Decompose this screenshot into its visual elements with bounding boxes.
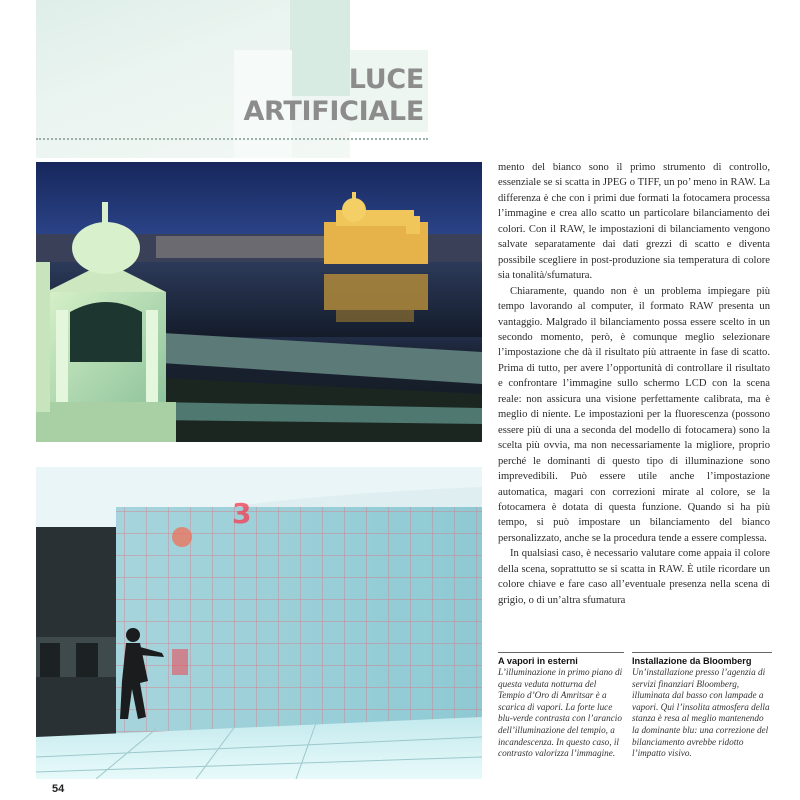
wall-number: 3: [232, 497, 252, 530]
page-number: 54: [52, 783, 65, 795]
caption-bloomberg: [632, 655, 772, 760]
chapter-title: [236, 64, 424, 128]
bloomberg-installation-photo: [36, 467, 482, 779]
caption-text: L’illuminazione in primo piano di questa veduta notturna del Tempio d’Oro di Amritsar è a scarica di vapori. La forte luce blu-verde contrasta con l’arancio dell’illuminazione del tempio, a incandescenza. In questo caso, il contrasto valorizza l’immagine.: [498, 667, 623, 759]
golden-temple-photo: [36, 162, 482, 442]
caption-title: A vapori in esterni: [498, 656, 578, 666]
caption-golden-temple: [498, 655, 624, 760]
dotted-rule: [36, 138, 428, 140]
caption-rule: [632, 652, 772, 653]
caption-rule: [498, 652, 624, 653]
chapter-title-line1: LUCE: [348, 64, 424, 95]
body-paragraph: mento del bianco sono il primo strumento di controllo, essenziale se si scatta in JPEG o TIFF, un po’ meno in RAW. La differenza è che con i primi due formati la fotocamera processa l’immagine e crea allo scatto un particolare bilanciamento dei colori. Con il RAW, le impostazioni di bilanciamento vengono salvate separatamente dai dati grezzi di scatto e diventa possibile scegliere in post-produzione sia temperatura di colore sia tonalità/sfumatura.: [498, 162, 770, 282]
bloomberg-installation-illustration: [36, 467, 482, 779]
golden-temple-illustration: [36, 162, 482, 442]
caption-text: Un’installazione presso l’agenzia di servizi finanziari Bloomberg, illuminata dal basso con lampade a vapori. Qui l’insolita atmosfera della stanza è resa al meglio mantenendo la dominante blu: una correzione del bilanciamento avrebbe ridotto l’impatto visivo.: [632, 667, 770, 759]
body-text: [498, 160, 770, 608]
body-paragraph: Chiaramente, quando non è un problema impiegare più tempo lavorando al computer, il formato RAW presenta un vantaggio. Malgrado il bilanciamento possa essere scelto in un secondo momento, però, è comunque meglio selezionare l’impostazione che dà il risultato più attraente in fase di scatto. Prima di tutto, per avere l’opportunità di controllare il risultato e confrontare l’immagine sullo schermo LCD con la scena reale: non assicura una visione perfettamente calibrata, ma è meglio di niente. Le impostazioni per la fluorescenza (possono essere più di una a seconda del modello di fotocamera) sono la scelta più ovvia, ma non necessariamente la migliore, proprio perché le dominanti di questo tipo di illuminazione sono imprevedibili. Può essere utile anche l’impostazione automatica, magari con correzioni mirate al colore, se la fotocamera è dotata di questa funzione. Quando si ha più tempo, si può impostare un bilanciamento del bianco personalizzato, anche se la procedura tende a essere complessa.: [498, 285, 770, 544]
body-paragraph: In qualsiasi caso, è necessario valutare come appaia il colore della scena, soprattutto se si scatta in RAW. È utile ricordare un colore chiave e fare caso all’eventuale presenza nella scena di grigio, o di un’altra sfumatura: [498, 548, 770, 606]
chapter-title-line2: ARTIFICIALE: [243, 96, 424, 127]
caption-title: Installazione da Bloomberg: [632, 656, 752, 666]
